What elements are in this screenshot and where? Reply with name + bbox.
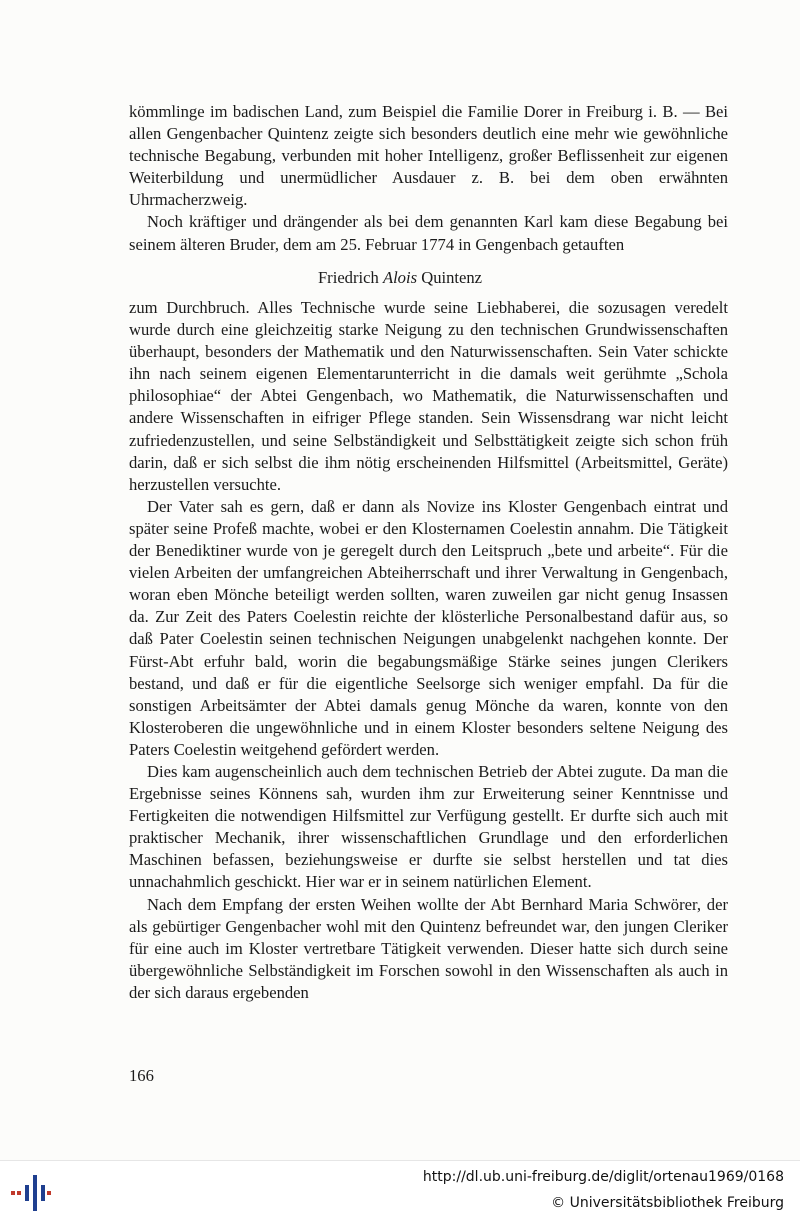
- copyright-notice: © Universitätsbibliothek Freiburg: [551, 1195, 784, 1211]
- paragraph: zum Durchbruch. Alles Technische wurde seine Liebhaberei, die sozusagen veredelt wurde durch eine gleichzeitig starke Neigung zu den technischen Grundwissenschaften überhaupt, besonders der Mathematik und den Naturwissenschaften. Sein Vater schickte ihn nach seinem eigenen Elementarunterricht in die damals weit gerühmte „Schola philosophiae“ der Abtei Gengenbach, wo Mathematik, die Naturwissenschaften und andere Wissenschaften in eifriger Pflege standen. Sein Wissensdrang war nicht leicht zufriedenzustellen, und seine Selbständigkeit und Selbsttätigkeit zeigte sich schon früh darin, daß er sich selbst die ihm nötig erscheinenden Hilfsmittel (Arbeitsmittel, Geräte) herzustellen versuchte.: [129, 298, 728, 494]
- paragraph: Noch kräftiger und drängender als bei dem genannten Karl kam diese Begabung bei seinem älteren Bruder, dem am 25. Februar 1774 in Gengenbach getauften: [129, 212, 728, 254]
- viewer-footer: [0, 1160, 800, 1221]
- paragraph: Der Vater sah es gern, daß er dann als Novize ins Kloster Gengenbach eintrat und später seine Profeß machte, wobei er den Klosternamen Coelestin annahm. Die Tätigkeit der Benediktiner wurde von je geregelt durch den Leitspruch „bete und arbeite“. Für die vielen Arbeiten der umfangreichen Abteiherrschaft und ihrer Verwaltung in Gengenbach, woran eben Mönche beteiligt werden sollten, waren zuweilen gar nicht genug Insassen da. Zur Zeit des Paters Coelestin reichte der klösterliche Personalbestand dafür aus, so daß Pater Coelestin seinen technischen Neigungen unabgelenkt nachgehen konnte. Der Fürst-Abt erfuhr bald, worin die begabungsmäßige Stärke seines jungen Clerikers bestand, und daß er für die eigentliche Seelsorge sich weniger empfahl. Da für die sonstigen Arbeitsämter der Abtei damals genug Mönche da waren, konnte von den Klosteroberen die ungewöhnliche und in einem Kloster besonders seltene Neigung des Paters Coelestin weitgehend gefördert werden.: [129, 496, 728, 759]
- permalink-url[interactable]: http://dl.ub.uni-freiburg.de/diglit/ortenau1969/0168: [422, 1169, 784, 1185]
- ub-freiburg-logo-icon: [10, 1171, 52, 1215]
- first-name: Friedrich: [317, 268, 379, 287]
- text-block-top: [129, 101, 728, 256]
- person-name-heading: [0, 267, 800, 289]
- paragraph: kömmlinge im badischen Land, zum Beispiel die Familie Dorer in Freiburg i. B. — Bei allen Gengenbacher Quintenz zeigte sich besonders deutlich eine mehr wie gewöhnliche technische Begabung, verbunden mit hoher Intelligenz, großer Beflissenheit zur eigenen Weiterbildung und unermüdlicher Ausdauer z. B. bei dem oben erwähnten Uhrmacherzweig.: [129, 102, 728, 210]
- middle-name: Alois: [382, 268, 418, 287]
- paragraph: Nach dem Empfang der ersten Weihen wollte der Abt Bernhard Maria Schwörer, der als gebürtiger Gengenbacher wohl mit den Quintenz befreundet war, den jungen Cleriker für eine auch im Kloster vertretbare Tätigkeit verwenden. Dieser hatte sich durch seine übergewöhnliche Selbständigkeit im Forschen sowohl in den Wissenschaften als auch in der sich daraus ergebenden: [129, 894, 728, 1002]
- text-block-main: [129, 297, 728, 1004]
- paragraph: Dies kam augenscheinlich auch dem technischen Betrieb der Abtei zugute. Da man die Ergebnisse seines Könnens sah, wurden ihm zur Erweiterung seiner Kenntnisse und Fertigkeiten die notwendigen Hilfsmittel zur Verfügung gestellt. Er durfte sich auch mit praktischer Mechanik, ihrer wissenschaftlichen Grundlage und den erforderlichen Maschinen befassen, beziehungsweise er durfte sie selbst herstellen und tat dies unnachahmlich geschickt. Hier war er in seinem natürlichen Element.: [129, 761, 728, 892]
- page-number: 166: [129, 1066, 154, 1085]
- last-name: Quintenz: [421, 268, 483, 287]
